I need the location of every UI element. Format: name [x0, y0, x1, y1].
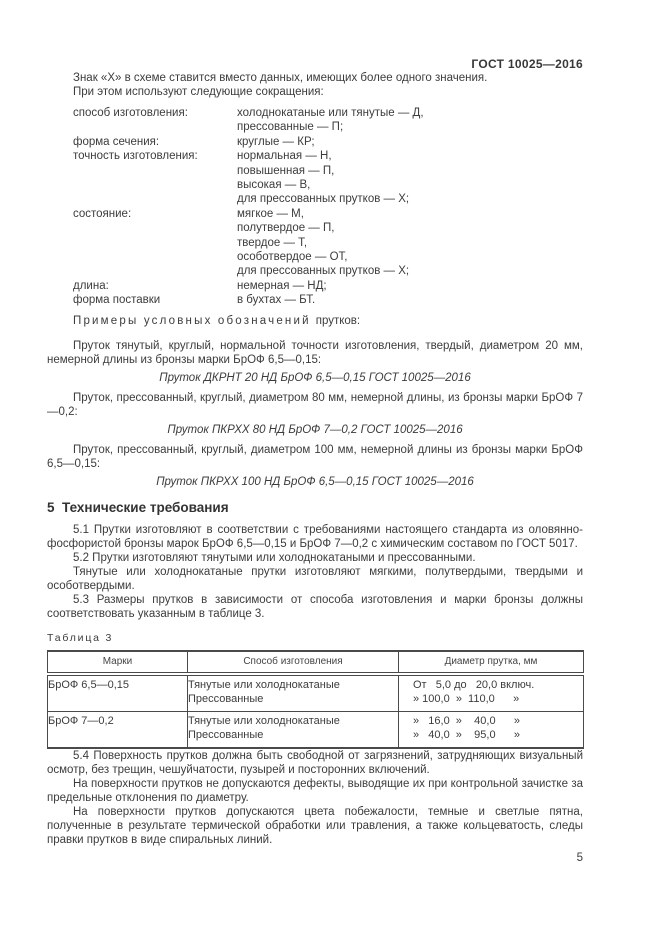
abbr-values — [237, 293, 583, 307]
example-designation: Пруток ДКРНТ 20 НД БрОФ 6,5—0,15 ГОСТ 10025—2016 — [159, 372, 471, 385]
cell-method — [188, 712, 399, 749]
doc-code: ГОСТ 10025—2016 — [471, 57, 583, 71]
section-paragraph-5-2-note: Тянутые или холоднокатаные прутки изготовляют мягкими, полутвердыми, твердыми и особотвердыми. — [47, 566, 583, 593]
section-paragraph-5-4: 5.4 Поверхность прутков должна быть свободной от загрязнений, затрудняющих визуальный осмотр, без трещин, чешуйчатости, пузырей и посторонних включений. — [47, 750, 583, 777]
surface-allowed-paragraph: На поверхности прутков допускаются цвета побежалости, темные и светлые пятна, полученные в результате термической обработки или травления, а также кольцеватость, следы правки прутков в виде спиральных линий. — [47, 806, 583, 847]
abbr-group-method — [47, 106, 583, 135]
abbr-value: прессованные — П; — [237, 121, 344, 134]
abbr-values — [237, 149, 583, 207]
cell-mark: БрОФ 6,5—0,15 — [48, 679, 130, 692]
section-paragraph-5-1: 5.1 Прутки изготовляют в соответствии с требованиями настоящего стандарта из оловянно-фосфористой бронзы марок БрОФ 6,5—0,15 и БрОФ 7—0,2 с химическим составом по ГОСТ 5017. — [47, 524, 583, 551]
table-header-row — [48, 651, 584, 674]
diameter-line: » 100,0 » 110,0 » — [413, 692, 520, 705]
abbreviation-list — [47, 106, 583, 308]
abbr-value: мягкое — М, — [237, 207, 304, 220]
intro-paragraph-1: Знак «Х» в схеме ставится вместо данных, имеющих более одного значения. — [73, 72, 488, 84]
abbr-group-section-shape — [47, 135, 583, 149]
example-designation: Пруток ПКРХХ 80 НД БрОФ 7—0,2 ГОСТ 10025—2016 — [167, 424, 463, 437]
abbr-value: высокая — В, — [237, 179, 311, 192]
section-paragraph-5-2: 5.2 Прутки изготовляют тянутыми или холоднокатаными и прессованными. — [73, 552, 476, 565]
examples-heading-spaced: Примеры условных обозначений — [73, 314, 311, 327]
method-line: Прессованные — [188, 692, 264, 705]
method-line: Тянутые или холоднокатаные — [188, 679, 340, 692]
abbr-label: способ изготовления: — [73, 107, 188, 119]
abbr-group-delivery-form — [47, 293, 583, 307]
surface-defects-paragraph: На поверхности прутков не допускаются дефекты, выводящие их при контрольной зачистке за предельные отклонения по диаметру. — [47, 778, 583, 805]
abbr-group-length — [47, 279, 583, 293]
abbr-label: форма сечения: — [73, 135, 160, 148]
abbr-label: длина: — [73, 279, 109, 292]
abbr-value: полутвердое — П, — [237, 222, 335, 235]
abbr-group-state — [47, 207, 583, 279]
abbr-values — [237, 106, 583, 135]
cell-diameter — [399, 712, 584, 749]
page-content — [47, 0, 583, 864]
cell-method — [188, 674, 399, 712]
abbr-values — [237, 207, 583, 279]
abbr-group-precision — [47, 149, 583, 207]
intro-paragraph-2: При этом используют следующие сокращения: — [73, 86, 324, 98]
abbr-label: форма поставки — [73, 294, 161, 307]
abbr-value: для прессованных прутков — Х; — [237, 265, 410, 278]
table-3 — [47, 650, 584, 749]
example-designation: Пруток ПКРХХ 100 НД БрОФ 6,5—0,15 ГОСТ 10025—2016 — [156, 476, 474, 489]
table-caption: Таблица 3 — [47, 632, 114, 645]
diameter-line: От 5,0 до 20,0 включ. — [413, 679, 535, 692]
examples-heading-tail: прутков: — [315, 314, 361, 327]
table-row — [48, 674, 584, 712]
page-number: 5 — [576, 852, 583, 865]
section-5-heading: 5 Технические требования — [47, 500, 229, 516]
abbr-value: немерная — НД; — [237, 279, 327, 292]
abbr-values — [237, 135, 583, 149]
abbr-value: повышенная — П, — [237, 164, 335, 177]
abbr-value: холоднокатаные или тянутые — Д, — [237, 107, 424, 119]
method-line: Прессованные — [188, 728, 264, 741]
abbr-value: для прессованных прутков — Х; — [237, 193, 410, 206]
section-paragraph-5-3: 5.3 Размеры прутков в зависимости от способа изготовления и марки бронзы должны соответствовать указанным в таблице 3. — [47, 594, 583, 621]
abbr-value: круглые — КР; — [237, 135, 315, 148]
diameter-line: » 16,0 » 40,0 » — [413, 715, 521, 728]
abbr-value: твердое — Т, — [237, 236, 308, 249]
abbr-value: в бухтах — БТ. — [237, 294, 316, 307]
example-description: Пруток, прессованный, круглый, диаметром 80 мм, немерной длины, из бронзы марки БрОФ 7—0,2: — [47, 392, 583, 419]
col-header-method: Способ изготовления — [188, 651, 399, 674]
abbr-value: особотвердое — ОТ, — [237, 251, 348, 264]
examples-heading — [47, 314, 583, 328]
cell-mark: БрОФ 7—0,2 — [48, 712, 188, 749]
cell-diameter — [399, 674, 584, 712]
example-description: Пруток, прессованный, круглый, диаметром 100 мм, немерной длины из бронзы марки БрОФ 6,5—0,15: — [47, 444, 583, 471]
diameter-line: » 40,0 » 95,0 » — [413, 728, 521, 741]
abbr-label: состояние: — [73, 207, 132, 220]
abbr-label: точность изготовления: — [73, 150, 198, 163]
example-description: Пруток тянутый, круглый, нормальной точности изготовления, твердый, диаметром 20 мм, немерной длины из бронзы марки БрОФ 6,5—0,15: — [47, 340, 583, 367]
table-row — [48, 712, 584, 749]
method-line: Тянутые или холоднокатаные — [188, 715, 340, 728]
abbr-value: нормальная — Н, — [237, 150, 332, 163]
col-header-diameter: Диаметр прутка, мм — [399, 651, 584, 674]
abbr-values — [237, 279, 583, 293]
col-header-marks: Марки — [48, 651, 188, 674]
